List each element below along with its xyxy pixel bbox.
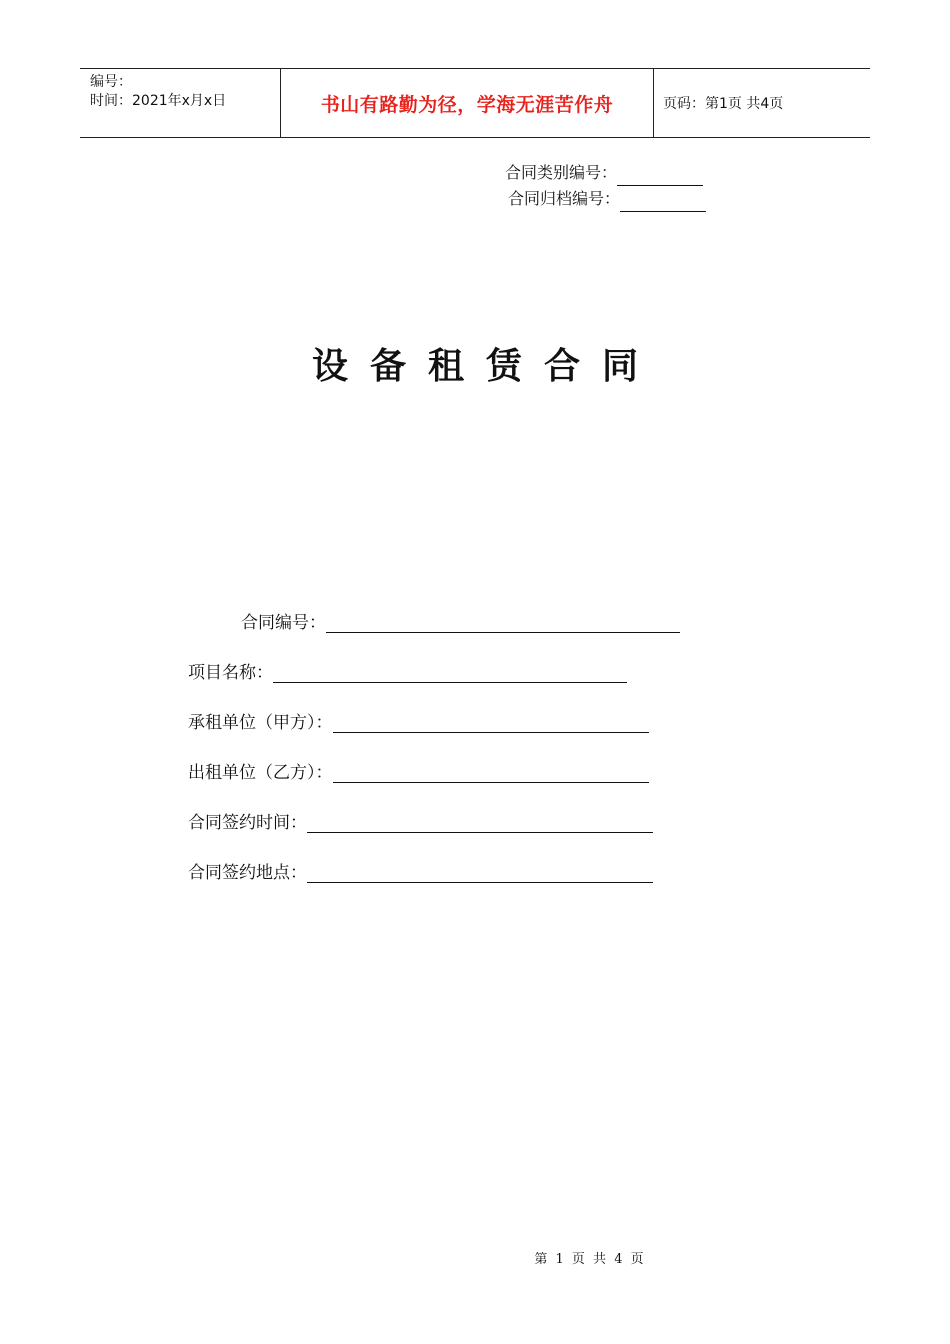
category-number-label: 合同类别编号： xyxy=(505,163,618,182)
page-title: 设备租赁合同 xyxy=(311,345,660,387)
project-name-label: 项目名称： xyxy=(188,663,273,683)
document-header xyxy=(80,68,870,138)
header-motto-cell xyxy=(281,69,654,137)
catalog-numbers xyxy=(505,160,706,212)
project-name-blank[interactable] xyxy=(273,664,627,683)
motto-text: 书山有路勤为径，学海无涯苦作舟 xyxy=(320,93,614,116)
lessor-blank[interactable] xyxy=(333,764,649,783)
lessee-blank[interactable] xyxy=(333,714,649,733)
contract-no-label: 合同编号： xyxy=(241,613,326,633)
sign-time-blank[interactable] xyxy=(307,814,653,833)
time-text: 时间：2021年x月x日 xyxy=(90,93,227,109)
lessee-label: 承租单位（甲方）： xyxy=(188,713,333,733)
archive-number-blank[interactable] xyxy=(620,193,706,212)
number-label: 编号： xyxy=(90,74,132,90)
header-meta-cell xyxy=(80,69,281,137)
project-name-field xyxy=(188,658,627,683)
page-info: 页码：第1页 共4页 xyxy=(663,96,784,112)
sign-place-label: 合同签约地点： xyxy=(188,863,307,883)
lessor-label: 出租单位（乙方）： xyxy=(188,763,333,783)
sign-place-field xyxy=(188,858,653,883)
category-number-row xyxy=(505,160,706,186)
lessor-field xyxy=(188,758,649,783)
sign-time-field xyxy=(188,808,653,833)
category-number-blank[interactable] xyxy=(617,167,703,186)
header-page-cell xyxy=(654,69,870,137)
lessee-field xyxy=(188,708,649,733)
page-footer: 第 1 页 共 4 页 xyxy=(534,1252,646,1267)
contract-no-field xyxy=(241,608,680,633)
contract-no-blank[interactable] xyxy=(326,614,680,633)
sign-place-blank[interactable] xyxy=(307,864,653,883)
sign-time-label: 合同签约时间： xyxy=(188,813,307,833)
archive-number-label: 合同归档编号： xyxy=(508,189,621,208)
archive-number-row xyxy=(508,186,706,212)
